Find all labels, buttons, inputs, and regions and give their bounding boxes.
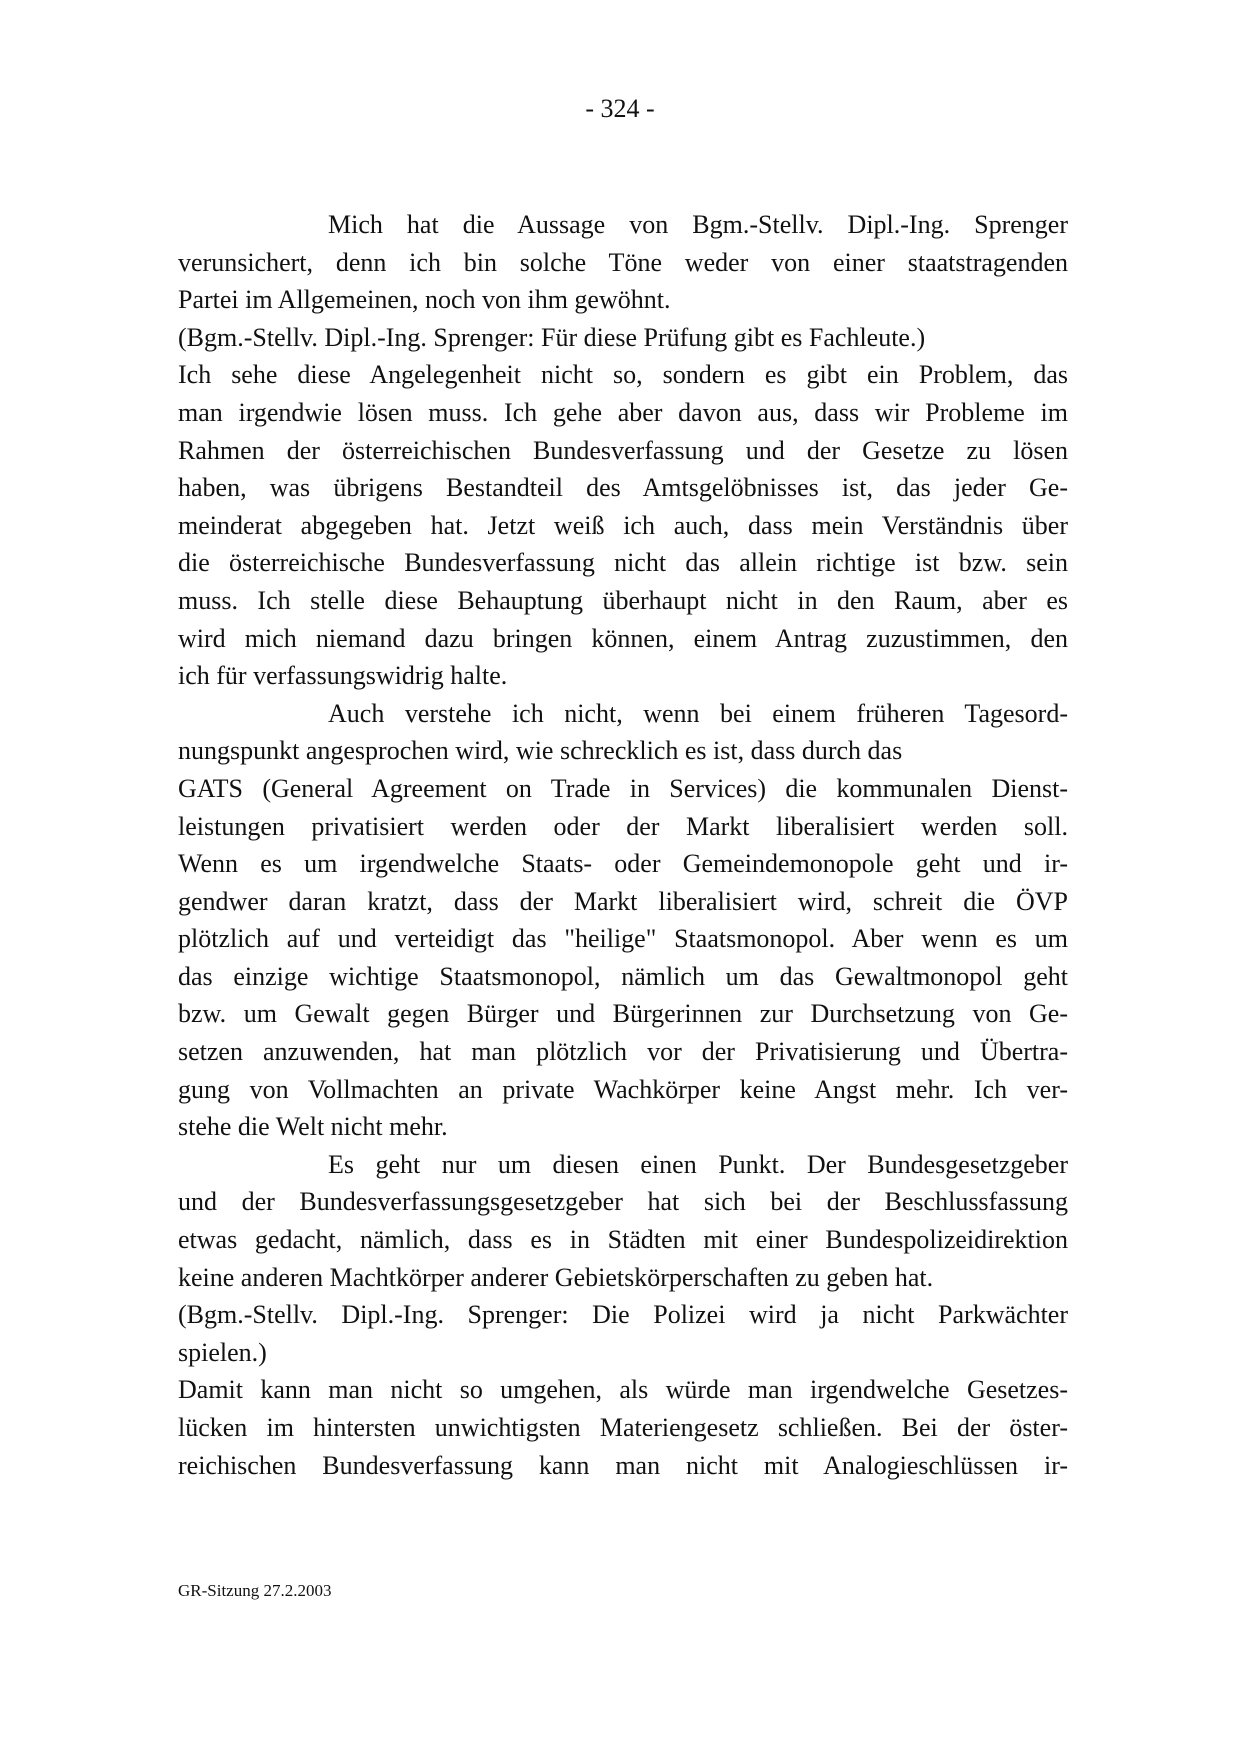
text-line: stehe die Welt nicht mehr.	[178, 1112, 448, 1142]
text-line: und der Bundesverfassungsgesetzgeber hat sich bei der Beschlussfassung	[178, 1187, 1068, 1217]
text-line: die österreichische Bundesverfassung nicht das allein richtige ist bzw. sein	[178, 548, 1068, 578]
text-line: lücken im hintersten unwichtigsten Materiengesetz schließen. Bei der öster-	[178, 1413, 1068, 1442]
text-line: etwas gedacht, nämlich, dass es in Städten mit einer Bundespolizeidirektion	[178, 1225, 1068, 1255]
text-line: haben, was übrigens Bestandteil des Amtsgelöbnisses ist, das jeder Ge-	[178, 473, 1068, 503]
page-number: - 324 -	[585, 94, 655, 123]
text-line: GATS (General Agreement on Trade in Services) die kommunalen Dienst-	[178, 773, 1068, 803]
text-line: spielen.)	[178, 1337, 267, 1367]
text-line: Auch verstehe ich nicht, wenn bei einem früheren Tagesord-	[328, 698, 1068, 728]
text-line: Partei im Allgemeinen, noch von ihm gewöhnt.	[178, 285, 671, 315]
text-line: (Bgm.-Stellv. Dipl.-Ing. Sprenger: Die Polizei wird ja nicht Parkwächter	[178, 1300, 1068, 1330]
text-line: meinderat abgegeben hat. Jetzt weiß ich auch, dass mein Verständnis über	[178, 510, 1068, 540]
text-line: muss. Ich stelle diese Behauptung überhaupt nicht in den Raum, aber es	[178, 585, 1068, 615]
text-line: Ich sehe diese Angelegenheit nicht so, sondern es gibt ein Problem, das	[178, 360, 1068, 390]
text-line: reichischen Bundesverfassung kann man nicht mit Analogieschlüssen ir-	[178, 1450, 1068, 1480]
text-line: nungspunkt angesprochen wird, wie schrecklich es ist, dass durch das	[178, 736, 903, 766]
text-line: Damit kann man nicht so umgehen, als würde man irgendwelche Gesetzes-	[178, 1375, 1068, 1405]
text-line: gendwer daran kratzt, dass der Markt liberalisiert wird, schreit die ÖVP	[178, 886, 1068, 916]
text-line: verunsichert, denn ich bin solche Töne weder von einer staatstragenden	[178, 247, 1068, 277]
body-text	[178, 206, 1068, 1484]
text-line: das einzige wichtige Staatsmonopol, nämlich um das Gewaltmonopol geht	[178, 961, 1068, 991]
text-line: keine anderen Machtkörper anderer Gebietskörperschaften zu geben hat.	[178, 1262, 934, 1292]
text-line: (Bgm.-Stellv. Dipl.-Ing. Sprenger: Für diese Prüfung gibt es Fachleute.)	[178, 322, 926, 352]
text-line: plötzlich auf und verteidigt das "heilige" Staatsmonopol. Aber wenn es um	[178, 924, 1068, 954]
text-line: bzw. um Gewalt gegen Bürger und Bürgerinnen zur Durchsetzung von Ge-	[178, 999, 1068, 1029]
text-line: Es geht nur um diesen einen Punkt. Der Bundesgesetzgeber	[328, 1149, 1068, 1179]
text-line: Mich hat die Aussage von Bgm.-Stellv. Dipl.-Ing. Sprenger	[328, 210, 1068, 239]
text-line: setzen anzuwenden, hat man plötzlich vor der Privatisierung und Übertra-	[178, 1037, 1068, 1067]
text-line: Wenn es um irgendwelche Staats- oder Gemeindemonopole geht und ir-	[178, 849, 1068, 879]
footer-session-date: GR-Sitzung 27.2.2003	[178, 1581, 332, 1600]
text-line: ich für verfassungswidrig halte.	[178, 661, 508, 691]
text-line: wird mich niemand dazu bringen können, einem Antrag zuzustimmen, den	[178, 623, 1068, 653]
text-line: gung von Vollmachten an private Wachkörper keine Angst mehr. Ich ver-	[178, 1074, 1068, 1104]
text-line: man irgendwie lösen muss. Ich gehe aber davon aus, dass wir Probleme im	[178, 397, 1068, 427]
text-line: leistungen privatisiert werden oder der Markt liberalisiert werden soll.	[178, 811, 1068, 841]
text-line: Rahmen der österreichischen Bundesverfassung und der Gesetze zu lösen	[178, 435, 1068, 465]
